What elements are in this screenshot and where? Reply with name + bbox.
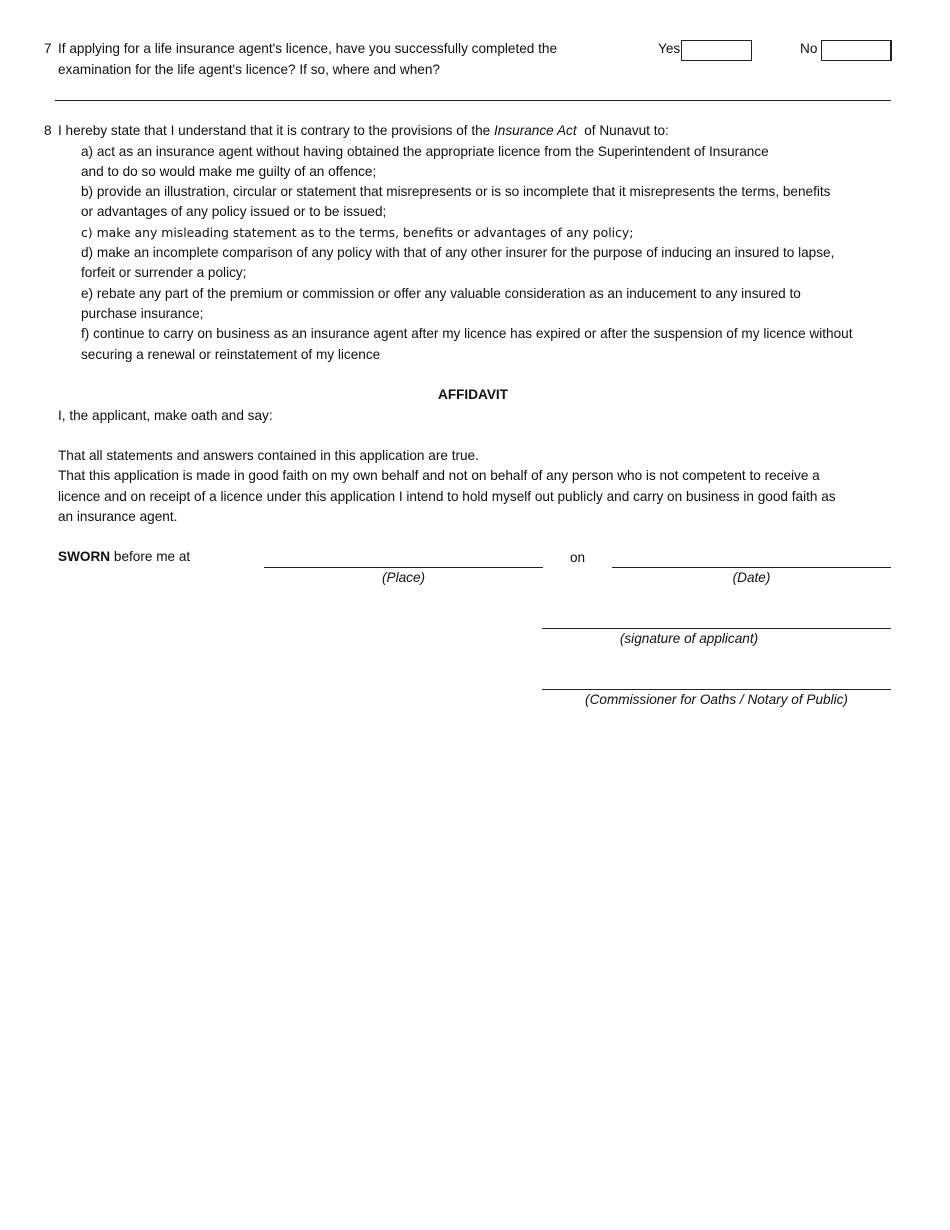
affidavit-line-3: licence and on receipt of a licence under this application I intend to hold myself out publicly and carry on business in good faith as [58,489,836,504]
signature-line[interactable] [542,628,891,629]
date-line [612,567,891,568]
q7-text-line1: If applying for a life insurance agent's licence, have you successfully completed the [58,41,558,56]
q8-line-f2: securing a renewal or reinstatement of my licence [81,347,381,362]
q8-line-f1: f) continue to carry on business as an insurance agent after my licence has expired or after the suspension of my licence without [81,326,853,341]
affidavit-oath: I, the applicant, make oath and say: [58,408,273,423]
q8-line-d1: d) make an incomplete comparison of any policy with that of any other insurer for the purpose of inducing an insured to lapse, [81,245,835,260]
q7-number: 7 [44,41,52,56]
q8-line-b2: or advantages of any policy issued or to be issued; [81,204,387,219]
affidavit-heading: AFFIDAVIT [438,387,508,402]
q8-line-a2: and to do so would make me guilty of an offence; [81,164,377,179]
q8-intro [58,123,669,138]
no-input-box[interactable] [821,40,892,61]
commissioner-label: (Commissioner for Oaths / Notary of Public) [585,692,848,707]
q7-text-line2: examination for the life agent's licence? If so, where and when? [58,62,440,77]
affidavit-line-1: That all statements and answers contained in this application are true. [58,448,479,463]
q8-line-a1: a) act as an insurance agent without having obtained the appropriate licence from the Superintendent of Insurance [81,144,769,159]
signature-label: (signature of applicant) [619,631,759,646]
place-label: (Place) [381,570,426,585]
commissioner-line[interactable] [542,689,891,690]
yes-label: Yes [658,41,681,56]
q7-answer-line[interactable] [55,100,891,101]
q8-line-c: c) make any misleading statement as to the terms, benefits or advantages of any policy; [81,225,634,240]
date-label: (Date) [732,570,771,585]
place-line [264,567,543,568]
affidavit-line-4: an insurance agent. [58,509,178,524]
sworn-statement [58,549,190,564]
q8-line-e2: purchase insurance; [81,306,204,321]
q8-intro-act: Insurance Act [494,123,577,138]
q8-intro-pre: I hereby state that I understand that it is contrary to the provisions of the [58,123,491,138]
affidavit-line-2: That this application is made in good faith on my own behalf and not on behalf of any person who is not competent to receive a [58,468,820,483]
sworn-bold: SWORN [58,549,111,564]
on-label: on [570,550,586,565]
q8-line-b1: b) provide an illustration, circular or statement that misrepresents or is so incomplete that it misrepresents the terms, benefits [81,184,831,199]
q8-line-d2: forfeit or surrender a policy; [81,265,247,280]
yes-input-box[interactable] [681,40,752,61]
q8-intro-post: of Nunavut to: [584,123,669,138]
q8-number: 8 [44,123,52,138]
no-label: No [800,41,818,56]
sworn-rest: before me at [113,549,191,564]
q8-line-e1: e) rebate any part of the premium or commission or offer any valuable consideration as an inducement to any insured to [81,286,801,301]
